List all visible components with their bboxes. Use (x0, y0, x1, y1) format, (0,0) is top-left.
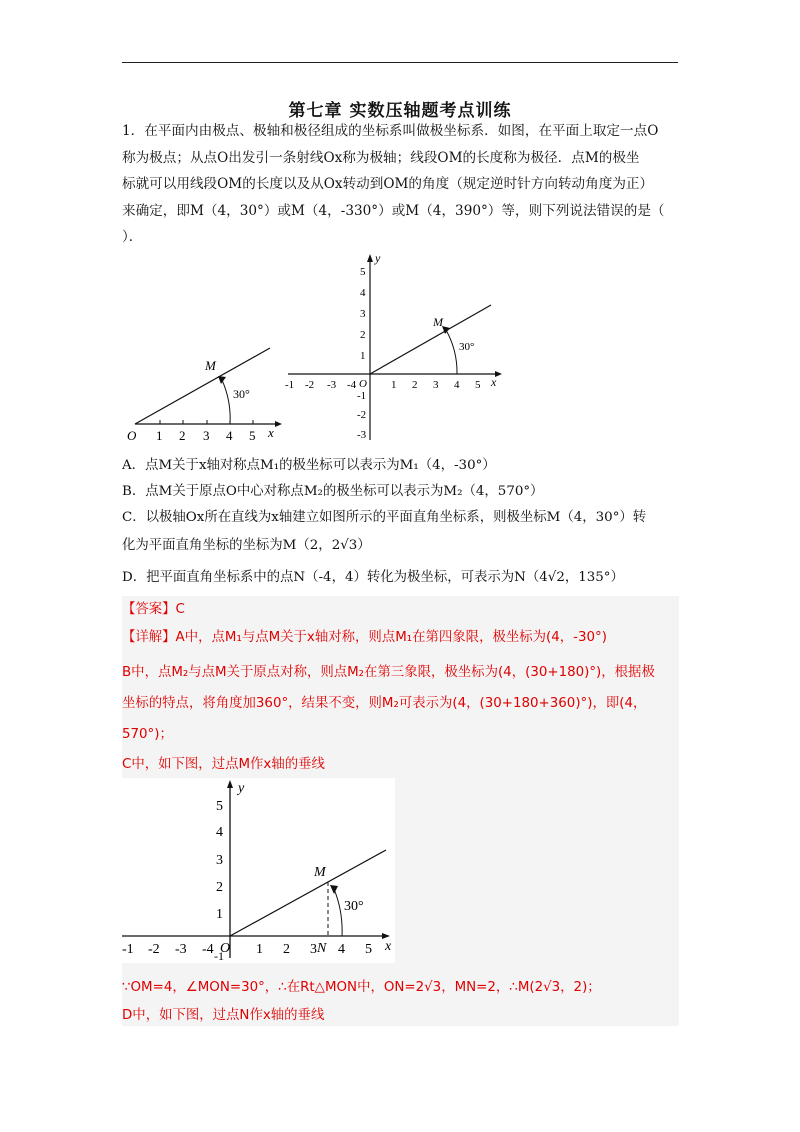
angle-label: 30° (344, 899, 364, 914)
tick-label: 1 (216, 907, 223, 922)
origin-label: O (359, 378, 367, 390)
question-line: 1．在平面内由极点、极轴和极径组成的坐标系叫做极坐标系．如图，在平面上取定一点O (122, 123, 659, 139)
tick-label: 1 (156, 428, 163, 443)
tick-label: 4 (360, 287, 366, 299)
tick-label: -3 (327, 379, 337, 391)
tick-label: 4 (226, 428, 233, 443)
tick-label: 1 (391, 379, 397, 391)
option-c-line2: 化为平面直角坐标的坐标为M（2，2√3） (122, 538, 371, 553)
axis-label: x (385, 939, 392, 954)
tick-label: 3 (216, 853, 223, 868)
question-line: ）． (122, 229, 143, 245)
answer-label: 【答案】C (122, 602, 185, 617)
tick-label: 2 (179, 428, 186, 443)
question-text (122, 118, 682, 251)
axis-label: x (491, 375, 497, 389)
origin-label: O (220, 941, 231, 956)
question-line: 来确定，即M（4，30°）或M（4，-330°）或M（4，390°）等，则下列说法错误的是（ (122, 202, 665, 219)
axis-label: y (238, 781, 245, 796)
figure-cartesian (283, 248, 505, 448)
option-c-line1: C．以极轴Ox所在直线为x轴建立如图所示的平面直角坐标系，则极坐标M（4，30°）转 (122, 510, 647, 525)
tick-label: 5 (365, 942, 372, 957)
tick-label: 4 (454, 379, 460, 391)
tick-label: -2 (148, 942, 160, 957)
point-label: M (205, 358, 216, 373)
point-label: M (314, 865, 326, 880)
tick-label: 3 (433, 379, 439, 391)
tick-label: 1 (256, 942, 263, 957)
tick-label: 2 (360, 329, 366, 341)
tick-label: 3 (310, 942, 317, 957)
page-title: 第七章 实数压轴题考点训练 (288, 101, 512, 121)
tick-label: 2 (412, 379, 418, 391)
answer-detail: ∵OM=4，∠MON=30°，∴在Rt△MON中，ON=2√3，MN=2，∴M(2√3，2)； (122, 980, 601, 995)
answer-detail: D中，如下图，过点N作x轴的垂线 (122, 1008, 325, 1023)
axis-label: x (268, 425, 274, 440)
tick-label: 3 (203, 428, 210, 443)
tick-label: 3 (360, 308, 366, 320)
tick-label: -4 (202, 942, 214, 957)
answer-detail: 【详解】A中，点M₁与点M关于x轴对称，则点M₁在第四象限，极坐标为(4，-30°) (122, 630, 607, 645)
option-b: B．点M关于原点O中心对称点M₂的极坐标可以表示为M₂（4，570°） (122, 484, 544, 499)
tick-label: -4 (347, 379, 357, 391)
tick-label: -1 (214, 949, 224, 963)
question-line: 称为极点；从点O出发引一条射线Ox称为极轴；线段OM的长度称为极径．点M的极坐 (122, 149, 640, 166)
option-d: D．把平面直角坐标系中的点N（-4，4）转化为极坐标，可表示为N（4√2，135°） (122, 570, 624, 585)
angle-label: 30° (459, 341, 475, 353)
origin-label: O (127, 428, 137, 443)
tick-label: -2 (357, 409, 367, 421)
tick-label: 2 (283, 942, 290, 957)
tick-label: -3 (175, 942, 187, 957)
tick-label: -1 (285, 379, 295, 391)
tick-label: 5 (360, 266, 366, 278)
foot-label: N (317, 941, 327, 956)
tick-label: -2 (305, 379, 315, 391)
answer-detail: 570°)； (122, 727, 173, 742)
tick-label: 5 (475, 379, 481, 391)
point-label: M (433, 315, 443, 329)
tick-label: -1 (357, 390, 367, 402)
angle-label: 30° (233, 387, 250, 401)
tick-label: 5 (216, 799, 223, 814)
question-line: 标就可以用线段OM的长度以及从Ox转动到OM的角度（规定逆时针方向转动角度为正） (122, 176, 654, 192)
header-rule (122, 62, 678, 63)
tick-label: 4 (216, 825, 223, 840)
tick-label: -3 (357, 429, 367, 441)
tick-label: 5 (249, 428, 256, 443)
answer-detail: 坐标的特点，将角度加360°，结果不变，则M₂可表示为(4，(30+180+360)°)，即(4， (122, 696, 647, 711)
tick-label: -1 (122, 942, 134, 957)
answer-detail: B中，点M₂与点M关于原点对称，则点M₂在第三象限，极坐标为(4，(30+180)°)，根据极 (122, 665, 655, 680)
figure-solution-c (120, 778, 395, 963)
answer-detail: C中，如下图，过点M作x轴的垂线 (122, 757, 325, 772)
axis-label: y (375, 251, 381, 265)
tick-label: 1 (360, 350, 366, 362)
figure-polar (125, 340, 285, 445)
tick-label: 2 (216, 880, 223, 895)
option-a: A．点M关于x轴对称点M₁的极坐标可以表示为M₁（4，-30°） (122, 458, 496, 473)
tick-label: 4 (338, 942, 345, 957)
